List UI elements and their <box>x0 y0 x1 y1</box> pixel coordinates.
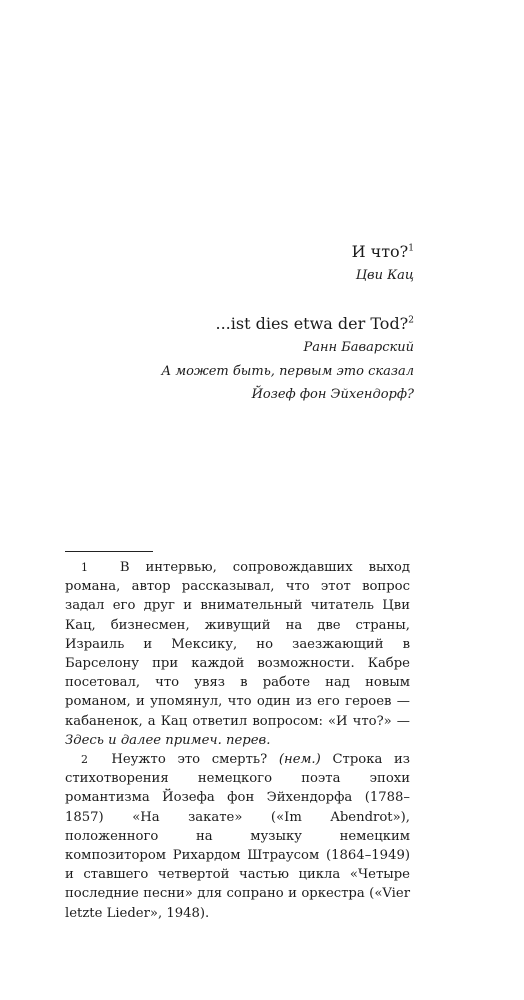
epigraph-1-attribution: Цви Кац <box>355 268 414 283</box>
footnote-divider <box>65 551 153 552</box>
epigraph-2-attribution-line-3: Йозеф фон Эйхендорф? <box>251 387 414 402</box>
footnote-2-number: 2 <box>81 753 88 767</box>
epigraph-2-attribution-line-1: Ранн Баварский <box>303 340 414 355</box>
footnote-2 <box>65 750 410 923</box>
footnote-1 <box>65 558 410 750</box>
epigraph-2-quote: ...ist dies etwa der Tod? <box>215 314 409 333</box>
footnote-2-language-note: (нем.) <box>278 752 321 768</box>
footnotes-section <box>65 558 410 923</box>
epigraph-1-quote-line <box>352 242 414 262</box>
epigraph-2-quote-line <box>161 314 414 334</box>
epigraph-2-footnote-ref[interactable]: 2 <box>408 315 414 326</box>
footnote-2-text: Строка из стихотворения немецкого поэта эпохи романтизма Йозефа фон Эйхендорфа (1788–1857) «На закате» («Im Abendrot»), положенного на музыку немецким композитором Рихардом Штраусом (1864–1949) и ставшего четвертой частью цикла «Четыре последние песни» для сопрано и оркестра («Vier letzte Lieder», 1948). <box>65 752 410 921</box>
epigraph-1 <box>352 242 414 286</box>
epigraph-2-attribution-line-2: А может быть, первым это сказал <box>161 363 414 379</box>
footnote-1-number: 1 <box>81 561 88 574</box>
epigraph-2 <box>161 314 414 405</box>
epigraph-1-quote: И что? <box>351 242 409 261</box>
epigraph-1-footnote-ref[interactable]: 1 <box>408 243 414 254</box>
footnote-1-text: В интервью, сопровождавших выход романа, автор рассказывал, что этот вопрос задал его друг и внимательный читатель Цви Кац, бизнесмен, живущий на две страны, Израиль и Мексику, но заезжающий в Барселону при каждой возможности. Кабре посетовал, что увяз в работе над новым романом, и упомянул, что один из его героев — кабаненок, а Кац ответил вопросом: «И что?» — <box>65 560 410 729</box>
footnote-1-translator-note: Здесь и далее примеч. перев. <box>65 732 271 748</box>
footnote-2-lead: Неужто это смерть? <box>111 752 268 768</box>
